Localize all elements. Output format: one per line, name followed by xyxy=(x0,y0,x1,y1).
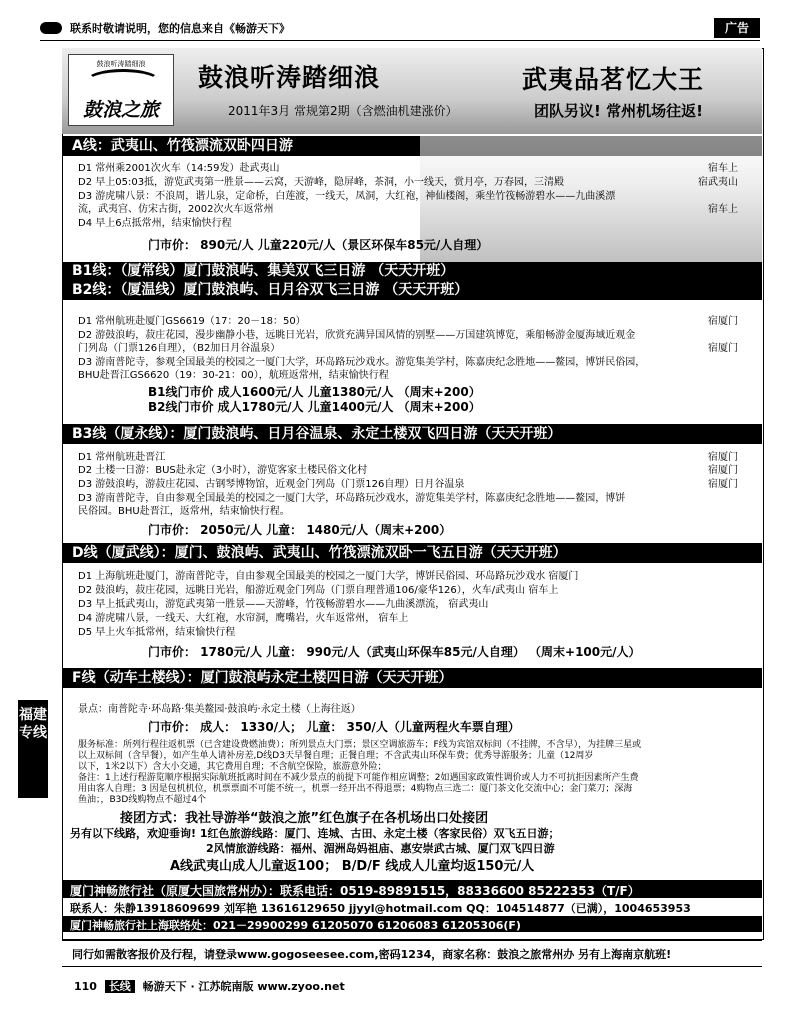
banner xyxy=(62,48,762,134)
top-bar xyxy=(40,18,760,41)
rebate-note: A线武夷山成人儿童返100； B/D/F 线成人儿童均返150元/人 xyxy=(170,859,535,874)
edition-text: 2011年3月 常规第2期（含燃油机建涨价） xyxy=(228,104,458,118)
wave-icon xyxy=(85,69,161,95)
list-item: D3 游虎啸八景：不浪周，谐儿泉，定命桥，白莲渡，一线天，凤洞，大红袍，神仙楼阁，乘坐竹筏畅游碧水——九曲溪漂 xyxy=(78,191,616,202)
list-item: 服务标准：所列行程往返机票（已含建设费燃油费）；所列景点大门票；景区空调旅游车；F线为宾馆双标间（不挂牌，不含早），为挂牌三星或 xyxy=(78,740,642,750)
brand-name: 鼓浪之旅 xyxy=(82,99,159,121)
other-routes-2: 2风情旅游线路：福州、湄洲岛妈祖庙、惠安崇武古城、厦门双飞四日游 xyxy=(206,842,555,855)
list-item: 以下，1米2以下）含大小交通，其它费用自理；不含航空保险，旅游意外险； xyxy=(78,762,387,772)
list-item: D2 鼓浪屿，菽庄花园，远眺日光岩，船游近观金门列岛（门票自理普通106/豪华126），火车/武夷山 宿车上 xyxy=(78,585,559,596)
list-item: 以上双标间（含早餐），如产生单人请补房差,D线D3天早餐自理；正餐自理；不含武夷山环保车费；优秀导游服务；儿童（12周岁 xyxy=(78,751,594,761)
publication: 畅游天下 · 江苏皖南版 www.zyoo.net xyxy=(142,980,345,993)
section-f-price: 门市价： 成人： 1330/人； 儿童： 350/人（儿童两程火车票自理） xyxy=(148,720,520,734)
list-item: D4 早上6点抵常州，结束愉快行程 xyxy=(78,218,232,229)
list-item: D3 游南普陀寺，参观全国最美的校园之一厦门大学，环岛路玩沙戏水。游览集美学村，陈嘉庚纪念胜地——鳌园，博饼民俗园， xyxy=(78,357,646,368)
list-item: D5 早上火车抵常州，结束愉快行程 xyxy=(78,627,236,638)
list-item: 鱼油；，B3D线购物点不超过4个 xyxy=(78,795,207,805)
page-footer xyxy=(74,978,345,994)
section-f-spots: 景点：南普陀寺·环岛路·集美鳌园·鼓浪屿·永定土楼（上海往返） xyxy=(78,704,361,715)
section-f-title: F线（动车土楼线）：厦门鼓浪屿永定土楼四日游（天天开班） xyxy=(62,668,762,688)
list-item: BHU赴晋江GS6620（19：30-21：00），航班返常州，结束愉快行程 xyxy=(78,370,389,381)
section-d-title: D线（厦武线）：厦门、鼓浪屿、武夷山、竹筏漂流双卧一飞五日游（天天开班） xyxy=(62,543,762,563)
list-item: D3 游南普陀寺，自由参观全国最美的校园之一厦门大学，环岛路玩沙戏水，游览集美学村，陈嘉庚纪念胜地——鳌园，博饼 xyxy=(78,493,626,504)
category-tag: 长线 xyxy=(105,980,135,993)
list-item: D1 上海航班赴厦门，游南普陀寺，自由参观全国最美的校园之一厦门大学，博饼民俗园、环岛路玩沙戏水 宿厦门 xyxy=(78,571,579,582)
footer-divider xyxy=(62,940,762,941)
brand-small-text: 鼓浪听涛踏细浪 xyxy=(96,60,146,68)
page-number: 110 xyxy=(74,980,97,993)
list-item: D1 常州航班赴晋江 宿厦门 xyxy=(78,452,738,463)
list-item: 门列岛（门票126自理），（B2加日月谷温泉） 宿厦门 xyxy=(78,343,738,354)
section-b-title xyxy=(62,262,762,300)
pickup-note: 接团方式：我社导游举“鼓浪之旅”红色旗子在各机场出口处接团 xyxy=(120,811,489,826)
shanghai-contact: 厦门神畅旅行社上海联络处：021－29900299 61205070 61206083 61205306(F) xyxy=(70,919,521,932)
section-d-price: 门市价： 1780元/人 儿童： 990元/人（武夷山环保车85元/人自理） （周末+100元/人） xyxy=(148,645,641,659)
slogan-left: 鼓浪听涛踏细浪 xyxy=(198,63,381,92)
list-item: D4 游虎啸八景，一线天、大红袍，水帘洞，鹰嘴岩，火车返常州， 宿车上 xyxy=(78,613,409,624)
list-item: 备注：1上述行程游览顺序根据实际航班抵离时间在不减少景点的前提下可能作相应调整；2如遇国家政策性调价或人力不可抗拒因素所产生费 xyxy=(78,773,639,783)
list-item: 用由客人自理；3 因是包机机位，机票票面不可能不统一，机票一经开出不得退票；4购物点三选二：厦门茶文化交流中心；金门菜刀；深海 xyxy=(78,784,633,794)
section-b2-title: B2线：（厦温线）厦门鼓浪屿、日月谷双飞三日游 （天天开班） xyxy=(72,282,469,298)
list-item: D2 土楼一日游：BUS赴永定（3小时），游览客家土楼民俗文化村 宿厦门 xyxy=(78,465,738,476)
list-item: D2 早上05:03抵，游览武夷第一胜景——云窝，天游峰，隐屏峰，茶洞，小一线天，赏月亭，万春园，三清殿 宿武夷山 xyxy=(78,177,738,188)
publisher-logo-icon xyxy=(40,22,62,34)
section-b3-price: 门市价： 2050元/人 儿童： 1480元/人（周末+200） xyxy=(148,523,452,537)
footer-divider-2 xyxy=(62,966,762,967)
section-b2-price: B2线门市价 成人1780元/人 儿童1400元/人 （周末+200） xyxy=(148,400,481,414)
source-note: 联系时敬请说明，您的信息来自《畅游天下》 xyxy=(70,22,290,35)
section-a-title: A线：武夷山、竹筏漂流双卧四日游 xyxy=(62,136,762,156)
list-item: 民俗园。BHU赴晋江，返常州，结束愉快行程。 xyxy=(78,506,290,517)
list-item: 流，武夷宫、仿宋古街，2002次火车返常州 宿车上 xyxy=(78,204,738,215)
section-b1-price: B1线门市价 成人1600元/人 儿童1380元/人 （周末+200） xyxy=(148,385,481,399)
ad-label: 广告 xyxy=(714,18,760,38)
list-item: D3 早上抵武夷山，游览武夷第一胜景——天游峰，竹筏畅游碧水——九曲溪漂流， 宿武夷山 xyxy=(78,599,489,610)
side-tab: 福建专线 xyxy=(18,700,48,798)
other-routes-1: 另有以下线路，欢迎垂询! 1红色旅游线路：厦门、连城、古田、永定土楼（客家民俗）双飞五日游； xyxy=(70,827,560,840)
section-b1-title: B1线：（厦常线）厦门鼓浪屿、集美双飞三日游 （天天开班） xyxy=(72,263,455,279)
list-item: D1 常州航班赴厦门GS6619（17：20－18：50） 宿厦门 xyxy=(78,316,738,327)
online-note: 同行如需散客报价及行程，请登录www.gogoseesee.com,密码1234，商家名称：鼓浪之旅常州办 另有上海南京航班! xyxy=(72,948,672,961)
section-a-price: 门市价： 890元/人 儿童220元/人（景区环保车85元/人自理） xyxy=(148,238,489,252)
list-item: D2 游鼓浪屿，菽庄花园，漫步幽静小巷，远眺日光岩，欣赏充满异国风情的别墅——万国建筑博览，乘船畅游金厦海域近观金 xyxy=(78,330,636,341)
promo-text: 团队另议! 常州机场往返! xyxy=(534,102,703,120)
contact-people: 联系人：朱静13918609699 刘军艳 13616129650 jjyyl@hotmail.com QQ：104514877（已满），1004653953 xyxy=(70,902,691,915)
list-item: D3 游鼓浪屿，游菽庄花园、古钢琴博物馆，近观金门列岛（门票126自理）日月谷温泉 宿厦门 xyxy=(78,479,738,490)
agency-contact: 厦门神畅旅行社（原厦大国旅常州办）：联系电话：0519-89891515，88336600 85222353（T/F） xyxy=(70,884,640,898)
section-b3-title: B3线（厦永线）：厦门鼓浪屿、日月谷温泉、永定土楼双飞四日游（天天开班） xyxy=(62,424,762,444)
slogan-right: 武夷品茗忆大王 xyxy=(522,65,705,94)
brand-logo xyxy=(68,54,174,126)
list-item: D1 常州乘2001次火车（14:59发）赴武夷山 宿车上 xyxy=(78,163,738,174)
